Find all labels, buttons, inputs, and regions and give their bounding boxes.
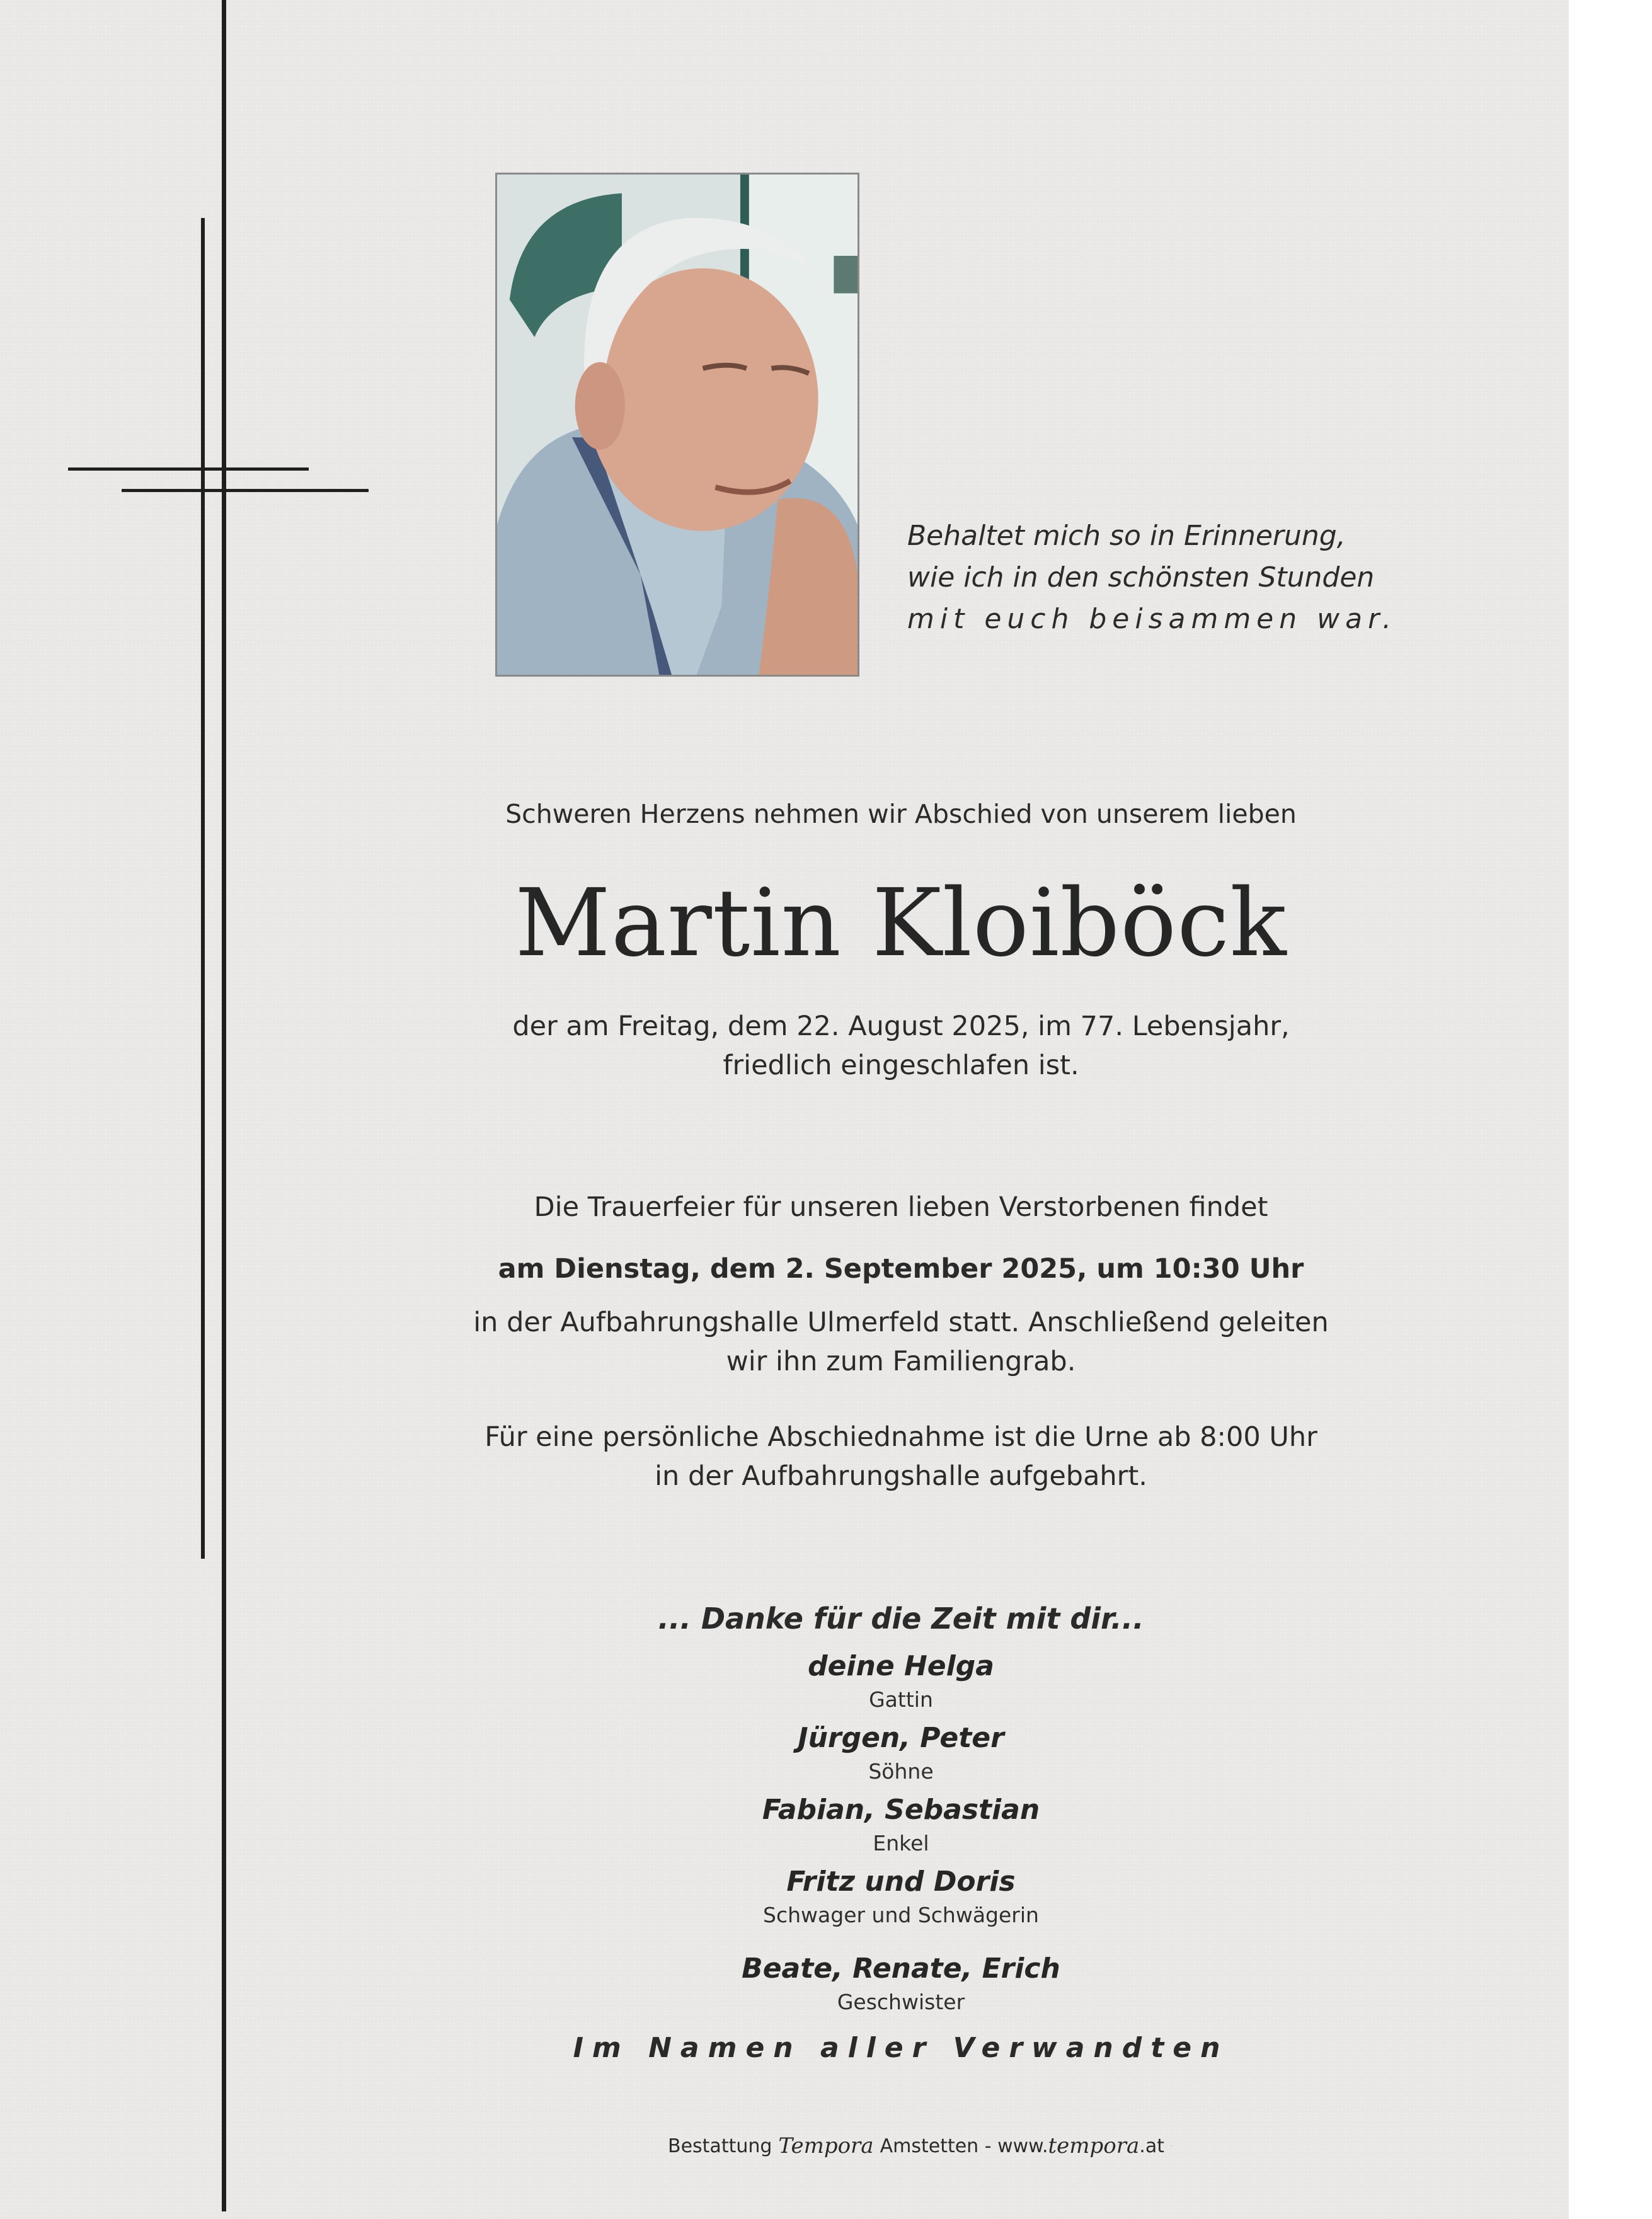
family-name: Beate, Renate, Erich xyxy=(742,1952,1060,1985)
family-relation: Schwager und Schwägerin xyxy=(763,1903,1039,1927)
footer-suffix: .at xyxy=(1139,2135,1164,2157)
family-list xyxy=(441,1648,1361,2022)
viewing-info xyxy=(441,1418,1361,1496)
viewing-line-2: in der Aufbahrungshalle aufgebahrt. xyxy=(655,1460,1147,1492)
funeral-line-4: wir ihn zum Familiengrab. xyxy=(726,1346,1076,1377)
thanks-heading: ... Danke für die Zeit mit dir... xyxy=(658,1602,1144,1636)
cross-horizontal-lower xyxy=(122,489,369,492)
quote-line-1: Behaltet mich so in Erinnerung, xyxy=(907,520,1346,552)
cross-vertical-long xyxy=(222,0,226,2211)
family-name: Fritz und Doris xyxy=(786,1866,1016,1898)
funeral-date: am Dienstag, dem 2. September 2025, um 10:30 Uhr xyxy=(498,1253,1304,1285)
funeral-home-footer xyxy=(668,2127,1172,2165)
death-line-2: friedlich eingeschlafen ist. xyxy=(723,1050,1079,1081)
portrait-illustration xyxy=(497,175,858,675)
funeral-line-1: Die Trauerfeier für unseren lieben Verstorbenen findet xyxy=(534,1191,1268,1223)
family-relation: Gattin xyxy=(869,1687,933,1712)
family-entry xyxy=(441,1720,1361,1787)
family-name: deine Helga xyxy=(808,1650,994,1682)
footer-brand-url: tempora xyxy=(1048,2133,1140,2159)
family-entry xyxy=(441,1792,1361,1859)
family-name: Fabian, Sebastian xyxy=(762,1794,1040,1826)
family-spacer xyxy=(441,1935,1361,1951)
viewing-line-1: Für eine persönliche Abschiednahme ist die Urne ab 8:00 Uhr xyxy=(485,1421,1317,1453)
memorial-quote xyxy=(907,515,1397,640)
family-relation: Söhne xyxy=(868,1759,934,1784)
family-entry xyxy=(441,1648,1361,1715)
intro-text: Schweren Herzens nehmen wir Abschied von unserem lieben xyxy=(505,799,1297,829)
footer-prefix: Bestattung xyxy=(668,2135,772,2157)
family-name: Jürgen, Peter xyxy=(798,1722,1004,1754)
funeral-location xyxy=(441,1303,1361,1381)
family-entry xyxy=(441,1951,1361,2017)
cross-vertical-short xyxy=(201,218,205,1559)
family-entry xyxy=(441,1864,1361,1930)
family-relation: Enkel xyxy=(873,1831,929,1855)
portrait-photo xyxy=(495,173,859,677)
cross-horizontal-upper xyxy=(68,467,309,471)
closing-signature: Im Namen aller Verwandten xyxy=(573,2032,1229,2064)
funeral-line-3: in der Aufbahrungshalle Ulmerfeld statt. Anschließend geleiten xyxy=(473,1307,1329,1338)
family-relation: Geschwister xyxy=(837,1990,965,2014)
lotus-logo-icon xyxy=(1171,2132,1172,2160)
quote-line-3: mit euch beisammen war. xyxy=(907,603,1397,635)
footer-middle: Amstetten - www. xyxy=(880,2135,1048,2157)
death-notice xyxy=(441,1007,1361,1085)
death-line-1: der am Freitag, dem 22. August 2025, im 77. Lebensjahr, xyxy=(512,1011,1290,1042)
deceased-name: Martin Kloiböck xyxy=(515,869,1287,977)
footer-brand: Tempora xyxy=(778,2133,874,2159)
quote-line-2: wie ich in den schönsten Stunden xyxy=(907,561,1375,593)
